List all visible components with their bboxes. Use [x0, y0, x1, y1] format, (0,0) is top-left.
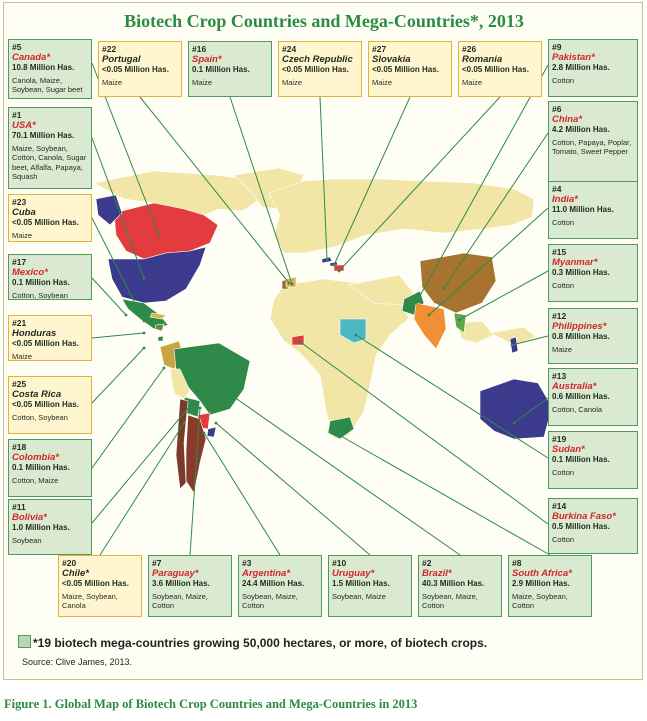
leader-dot — [213, 382, 216, 385]
country-crops: Maize, Soybean, Cotton — [512, 591, 568, 610]
country-rank: #18 — [12, 442, 27, 452]
leader-dot — [291, 283, 294, 286]
legend — [18, 635, 487, 650]
country-box-burkina-faso — [548, 498, 638, 554]
country-box-argentina — [238, 555, 322, 617]
country-box-brazil — [418, 555, 502, 617]
country-area: 2.8 Million Has. — [552, 63, 610, 72]
country-box-honduras — [8, 315, 92, 361]
leader-dot — [183, 422, 186, 425]
country-rank: #12 — [552, 311, 567, 321]
country-rank: #3 — [242, 558, 252, 568]
leader-dot — [338, 270, 341, 273]
country-area: 2.9 Million Has. — [512, 579, 570, 588]
country-crops: Cotton, Canola — [552, 404, 603, 414]
country-crops: Soybean, Maize — [332, 591, 386, 601]
country-crops: Cotton — [552, 534, 575, 544]
country-name: Portugal — [102, 53, 141, 65]
country-area: <0.05 Million Has. — [12, 400, 79, 409]
country-box-bolivia — [8, 499, 92, 555]
country-name: Australia* — [552, 380, 597, 392]
china-region — [420, 253, 496, 313]
country-crops: Maize — [12, 230, 33, 240]
country-area: 70.1 Million Has. — [12, 131, 75, 140]
leader-dot — [326, 258, 329, 261]
country-box-spain — [188, 41, 272, 97]
country-box-canada — [8, 39, 92, 99]
leader-dot — [143, 277, 146, 280]
country-name: Cuba — [12, 206, 36, 218]
leader-dot — [355, 334, 358, 337]
country-name: Costa Rica — [12, 388, 62, 400]
country-area: 0.1 Million Has. — [12, 278, 70, 287]
country-crops: Maize, Soybean, Cotton, Canola, Sugar beet, Alfalfa, Papaya, Squash — [12, 143, 87, 181]
country-rank: #17 — [12, 257, 27, 267]
country-box-portugal — [98, 41, 182, 97]
country-name: USA* — [12, 119, 36, 131]
country-area: 4.2 Million Has. — [552, 125, 610, 134]
costa-rica-region — [158, 336, 163, 341]
country-crops: Cotton, Papaya, Poplar, Tomato, Sweet Pepper — [552, 137, 632, 156]
country-rank: #5 — [12, 42, 22, 52]
country-rank: #2 — [422, 558, 432, 568]
country-rank: #7 — [152, 558, 162, 568]
leader-dot — [143, 347, 146, 350]
country-area: 0.6 Million Has. — [552, 392, 610, 401]
country-rank: #6 — [552, 104, 562, 114]
country-box-india — [548, 181, 638, 239]
country-crops: Maize — [462, 77, 483, 87]
leader-line — [92, 368, 164, 468]
country-crops: Maize — [282, 77, 303, 87]
country-crops: Cotton — [552, 217, 575, 227]
figure-frame — [3, 2, 643, 680]
leader-dot — [338, 434, 341, 437]
country-box-chile — [58, 555, 142, 617]
honduras-region — [155, 324, 164, 331]
country-name: Argentina* — [242, 567, 291, 579]
country-name: Bolivia* — [12, 511, 47, 523]
country-area: <0.05 Million Has. — [102, 65, 169, 74]
country-area: 10.8 Million Has. — [12, 63, 75, 72]
country-name: Uruguay* — [332, 567, 375, 579]
country-box-colombia — [8, 439, 92, 497]
country-rank: #19 — [552, 434, 567, 444]
leader-dot — [203, 432, 206, 435]
country-rank: #11 — [12, 502, 26, 512]
country-box-mexico — [8, 254, 92, 300]
country-rank: #14 — [552, 501, 567, 511]
country-area: 0.3 Million Has. — [552, 268, 610, 277]
leader-dot — [428, 314, 431, 317]
leader-dot — [298, 340, 301, 343]
country-crops: Soybean, Maize, Cotton — [422, 591, 478, 610]
landmasses — [94, 168, 552, 493]
leader-dot — [333, 264, 336, 267]
map-title: Biotech Crop Countries and Mega-Countries*, 2013 — [124, 11, 524, 31]
country-area: 11.0 Million Has. — [552, 205, 614, 214]
country-rank: #25 — [12, 379, 27, 389]
country-name: Burkina Faso* — [552, 510, 616, 522]
leader-dot — [193, 400, 196, 403]
country-area: 0.5 Million Has. — [552, 522, 610, 531]
country-crops: Cotton, Maize — [12, 475, 59, 485]
country-area: 0.1 Million Has. — [192, 65, 250, 74]
country-area: <0.05 Million Has. — [462, 65, 529, 74]
country-area: <0.05 Million Has. — [372, 65, 439, 74]
leader-dot — [125, 314, 128, 317]
country-box-pakistan — [548, 39, 638, 97]
leader-dot — [458, 319, 461, 322]
country-name: Czech Republic — [282, 53, 353, 65]
country-name: Honduras — [12, 327, 57, 339]
leader-dot — [288, 282, 291, 285]
country-name: Slovakia — [372, 53, 411, 65]
country-box-usa — [8, 107, 92, 189]
country-name: India* — [552, 193, 578, 205]
myanmar-region — [454, 313, 466, 333]
country-crops: Soybean — [12, 535, 42, 545]
country-name: Myanmar* — [552, 256, 598, 268]
country-box-south-africa — [508, 555, 592, 617]
country-box-romania — [458, 41, 542, 97]
leader-dot — [215, 422, 218, 425]
country-name: Spain* — [192, 53, 222, 65]
country-rank: #8 — [512, 558, 522, 568]
country-crops: Cotton — [552, 75, 575, 85]
country-name: Romania — [462, 53, 503, 65]
country-rank: #20 — [62, 558, 77, 568]
country-rank: #16 — [192, 44, 207, 54]
legend-swatch — [18, 635, 31, 648]
country-crops: Cotton, Soybean — [12, 412, 68, 422]
country-rank: #4 — [552, 184, 562, 194]
country-box-czech-republic — [278, 41, 362, 97]
country-box-slovakia — [368, 41, 452, 97]
country-area: 24.4 Million Has. — [242, 579, 305, 588]
country-box-sudan — [548, 431, 638, 489]
country-name: Brazil* — [422, 567, 452, 579]
country-crops: Cotton, Soybean — [12, 290, 68, 300]
leader-dot — [513, 422, 516, 425]
country-area: 3.6 Million Has. — [152, 579, 210, 588]
country-box-cuba — [8, 194, 92, 242]
country-name: Colombia* — [12, 451, 59, 463]
country-area: 1.5 Million Has. — [332, 579, 390, 588]
country-crops: Maize — [12, 351, 33, 361]
land-region — [269, 179, 534, 253]
leader-dot — [415, 302, 418, 305]
leader-dot — [163, 367, 166, 370]
country-rank: #27 — [372, 44, 387, 54]
country-rank: #10 — [332, 558, 347, 568]
country-name: Mexico* — [12, 266, 48, 278]
country-box-myanmar — [548, 244, 638, 302]
leader-line — [92, 333, 144, 338]
leader-line — [204, 433, 280, 555]
country-crops: Soybean, Maize, Cotton — [242, 591, 298, 610]
country-box-uruguay — [328, 555, 412, 617]
leader-dot — [158, 234, 161, 237]
country-rank: #24 — [282, 44, 297, 54]
country-crops: Cotton — [552, 467, 575, 477]
country-crops: Maize — [552, 344, 573, 354]
leader-line — [100, 423, 184, 555]
country-crops: Maize — [372, 77, 393, 87]
leader-dot — [143, 320, 146, 323]
figure-caption: Figure 1. Global Map of Biotech Crop Countries and Mega-Countries in 2013 — [4, 697, 418, 711]
country-rank: #23 — [12, 197, 27, 207]
leader-line — [92, 348, 144, 403]
country-rank: #21 — [12, 318, 27, 328]
usa-region — [108, 247, 206, 303]
country-area: <0.05 Million Has. — [282, 65, 349, 74]
leader-dot — [443, 287, 446, 290]
country-rank: #13 — [552, 371, 567, 381]
leader-dot — [511, 344, 514, 347]
country-name: Sudan* — [552, 443, 585, 455]
leader-line — [339, 435, 550, 555]
australia-region — [480, 379, 552, 439]
country-name: Paraguay* — [152, 567, 199, 579]
india-region — [414, 303, 446, 349]
country-box-australia — [548, 368, 638, 426]
country-name: Chile* — [62, 567, 89, 579]
country-name: Philippines* — [552, 320, 607, 332]
legend-text: *19 biotech mega-countries growing 50,000 hectares, or more, of biotech crops. — [33, 636, 488, 650]
leader-dot — [143, 332, 146, 335]
country-name: Pakistan* — [552, 51, 595, 63]
country-area: <0.05 Million Has. — [12, 218, 79, 227]
country-crops: Soybean, Maize, Cotton — [152, 591, 208, 610]
country-rank: #1 — [12, 110, 22, 120]
country-box-paraguay — [148, 555, 232, 617]
country-area: 1.0 Million Has. — [12, 523, 70, 532]
country-area: <0.05 Million Has. — [62, 579, 129, 588]
country-name: China* — [552, 113, 583, 125]
leader-dot — [199, 407, 202, 410]
country-rank: #22 — [102, 44, 117, 54]
country-rank: #9 — [552, 42, 562, 52]
country-name: Canada* — [12, 51, 51, 63]
country-crops: Maize — [102, 77, 123, 87]
country-crops: Maize — [192, 77, 213, 87]
country-box-philippines — [548, 308, 638, 364]
country-area: <0.05 Million Has. — [12, 339, 79, 348]
country-rank: #15 — [552, 247, 567, 257]
country-crops: Canola, Maize, Soybean, Sugar beet — [12, 75, 83, 94]
country-area: 0.1 Million Has. — [552, 455, 610, 464]
country-name: South Africa* — [512, 567, 572, 579]
country-crops: Cotton — [552, 280, 575, 290]
country-crops: Maize, Soybean, Canola — [62, 591, 118, 610]
country-rank: #26 — [462, 44, 477, 54]
country-box-china — [548, 101, 638, 185]
country-area: 0.8 Million Has. — [552, 332, 610, 341]
country-box-costa-rica — [8, 376, 92, 434]
country-area: 40.3 Million Has. — [422, 579, 485, 588]
source-note: Source: Clive James, 2013. — [22, 657, 133, 667]
country-area: 0.1 Million Has. — [12, 463, 70, 472]
